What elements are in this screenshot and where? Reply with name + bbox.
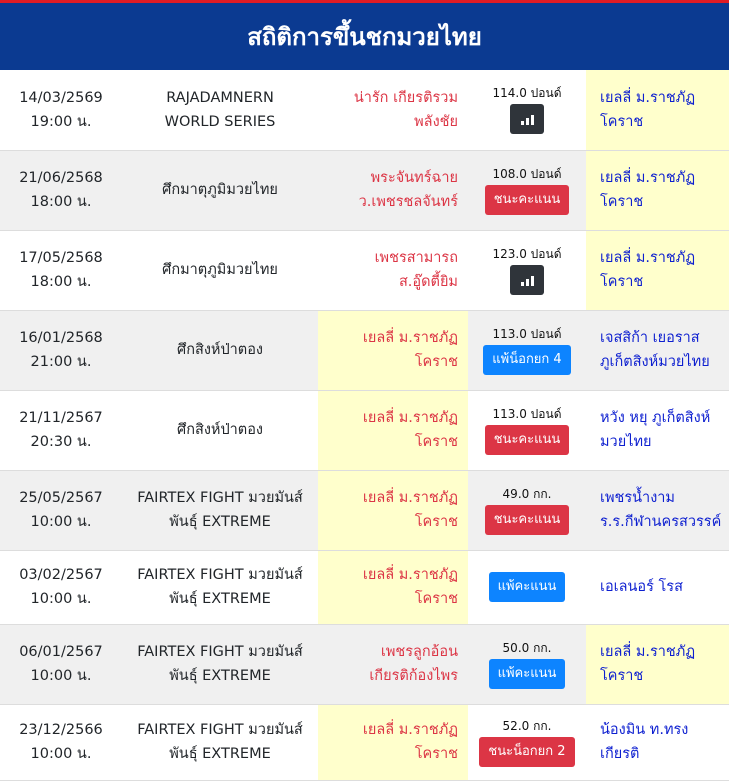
red-corner-cell[interactable] [318, 470, 468, 550]
result-cell [468, 70, 586, 150]
event-line: ศึกมาตุภูมิมวยไทย [162, 182, 278, 198]
weight-label: 114.0 ปอนด์ [492, 86, 562, 101]
fight-row [0, 310, 729, 390]
red-corner-cell[interactable] [318, 624, 468, 704]
red-corner-cell[interactable] [318, 704, 468, 780]
result-badge: ชนะคะแนน [485, 505, 570, 535]
weight-label: 113.0 ปอนด์ [492, 406, 562, 421]
fight-date-cell [0, 704, 122, 780]
result-badge: แพ้คะแนน [489, 572, 566, 602]
fight-time: 19:00 น. [30, 113, 92, 130]
stats-icon[interactable] [510, 104, 544, 134]
fight-date: 21/11/2567 [19, 410, 103, 426]
page-title: สถิติการขึ้นชกมวยไทย [247, 23, 482, 51]
blue-line[interactable]: เอเลนอร์ โรส [600, 579, 683, 595]
blue-corner-cell[interactable] [586, 470, 729, 550]
page-header [0, 3, 729, 70]
result-badge: แพ้น็อกยก 4 [483, 345, 570, 375]
red-line[interactable]: โคราช [414, 354, 458, 370]
red-line[interactable]: น่ารัก เกียรติรวม [353, 89, 458, 106]
red-line[interactable]: ส.อู๊ดตี้ยิม [398, 274, 458, 290]
blue-corner-cell[interactable] [586, 390, 729, 470]
blue-line[interactable]: โคราช [600, 668, 644, 684]
blue-line[interactable]: ร.ร.กีฬานครสวรรค์ [600, 514, 722, 530]
red-line[interactable]: เพชรสามารถ [374, 250, 458, 266]
fight-date-cell [0, 550, 122, 624]
fight-time: 21:00 น. [30, 354, 92, 370]
blue-line[interactable]: เยลลี่ ม.ราชภัฏ [600, 170, 696, 186]
fight-time: 10:00 น. [30, 668, 92, 684]
fight-date-cell [0, 470, 122, 550]
fight-time: 10:00 น. [30, 591, 92, 607]
fight-row [0, 470, 729, 550]
event-line: FAIRTEX FIGHT มวยมันส์ [137, 644, 303, 660]
blue-line[interactable]: มวยไทย [600, 434, 652, 450]
fight-row [0, 150, 729, 230]
blue-line[interactable]: โคราช [600, 113, 644, 130]
red-line[interactable]: ว.เพชรชลจันทร์ [358, 194, 458, 210]
event-line: พันธุ์ EXTREME [169, 746, 271, 762]
blue-line[interactable]: เกียรติ [600, 746, 640, 762]
fight-date-cell [0, 624, 122, 704]
fight-date: 25/05/2567 [19, 490, 103, 506]
fight-row [0, 704, 729, 780]
result-cell [468, 150, 586, 230]
fight-date-cell [0, 150, 122, 230]
fight-date: 23/12/2566 [19, 722, 103, 738]
blue-line[interactable]: เยลลี่ ม.ราชภัฏ [600, 644, 696, 660]
event-cell [122, 230, 318, 310]
event-line: FAIRTEX FIGHT มวยมันส์ [137, 567, 303, 583]
result-badge: ชนะคะแนน [485, 425, 570, 455]
result-cell [468, 704, 586, 780]
red-line[interactable]: เกียรติก้องไพร [369, 668, 458, 684]
blue-corner-cell[interactable] [586, 624, 729, 704]
blue-line[interactable]: หวัง หยุ ภูเก็ตสิงห์ [600, 410, 711, 426]
result-cell [468, 624, 586, 704]
fight-date: 21/06/2568 [19, 170, 103, 186]
weight-label: 52.0 กก. [502, 718, 552, 733]
fight-date-cell [0, 390, 122, 470]
red-corner-cell[interactable] [318, 150, 468, 230]
weight-label: 113.0 ปอนด์ [492, 326, 562, 341]
result-cell [468, 550, 586, 624]
event-line: พันธุ์ EXTREME [169, 591, 271, 607]
red-line[interactable]: เยลลี่ ม.ราชภัฏ [362, 567, 458, 583]
weight-label: 123.0 ปอนด์ [492, 246, 562, 261]
blue-line[interactable]: โคราช [600, 274, 644, 290]
event-line: RAJADAMNERN [166, 89, 274, 106]
blue-line[interactable]: น้องมิน ท.ทรง [600, 722, 689, 738]
fight-date: 06/01/2567 [19, 644, 103, 660]
fight-date: 16/01/2568 [19, 330, 103, 346]
blue-corner-cell[interactable] [586, 150, 729, 230]
blue-corner-cell[interactable] [586, 310, 729, 390]
red-line[interactable]: เยลลี่ ม.ราชภัฏ [362, 722, 458, 738]
red-corner-cell[interactable] [318, 230, 468, 310]
fight-history-table [0, 70, 729, 781]
event-line: WORLD SERIES [164, 113, 276, 130]
red-line[interactable]: โคราช [414, 746, 458, 762]
fight-date-cell [0, 230, 122, 310]
stats-icon[interactable] [510, 265, 544, 295]
event-cell [122, 70, 318, 150]
result-cell [468, 390, 586, 470]
fight-time: 10:00 น. [30, 746, 92, 762]
blue-line[interactable]: เยลลี่ ม.ราชภัฏ [600, 250, 696, 266]
red-corner-cell[interactable] [318, 70, 468, 150]
result-badge: ชนะน็อกยก 2 [479, 737, 574, 767]
fight-time: 18:00 น. [30, 194, 92, 210]
event-line: ศึกสิงห์ป่าตอง [176, 342, 264, 358]
weight-label: 49.0 กก. [502, 486, 552, 501]
event-line: FAIRTEX FIGHT มวยมันส์ [137, 490, 303, 506]
blue-corner-cell[interactable] [586, 70, 729, 150]
blue-line[interactable]: ภูเก็ตสิงห์มวยไทย [600, 354, 710, 370]
event-line: FAIRTEX FIGHT มวยมันส์ [137, 722, 303, 738]
fight-time: 20:30 น. [30, 434, 92, 450]
event-line: ศึกมาตุภูมิมวยไทย [162, 262, 278, 278]
blue-corner-cell[interactable] [586, 230, 729, 310]
red-corner-cell[interactable] [318, 310, 468, 390]
result-badge: แพ้คะแนน [489, 659, 566, 689]
red-line[interactable]: เยลลี่ ม.ราชภัฏ [362, 490, 458, 506]
fight-row [0, 70, 729, 150]
blue-line[interactable]: เพชรน้ำงาม [600, 490, 675, 506]
fight-row [0, 550, 729, 624]
red-line[interactable]: เยลลี่ ม.ราชภัฏ [362, 410, 458, 426]
result-cell [468, 310, 586, 390]
result-cell [468, 470, 586, 550]
blue-line[interactable]: เจสสิก้า เยอราส [600, 330, 700, 346]
blue-corner-cell[interactable] [586, 550, 729, 624]
event-cell [122, 550, 318, 624]
weight-label: 108.0 ปอนด์ [492, 166, 562, 181]
fight-row [0, 390, 729, 470]
fight-date: 14/03/2569 [19, 89, 103, 106]
fight-row [0, 624, 729, 704]
result-badge: ชนะคะแนน [485, 185, 570, 215]
blue-line[interactable]: เยลลี่ ม.ราชภัฏ [600, 89, 696, 106]
result-cell [468, 230, 586, 310]
red-corner-cell[interactable] [318, 390, 468, 470]
red-line[interactable]: เยลลี่ ม.ราชภัฏ [362, 330, 458, 346]
event-cell [122, 310, 318, 390]
fight-time: 10:00 น. [30, 514, 92, 530]
blue-line[interactable]: โคราช [600, 194, 644, 210]
event-line: พันธุ์ EXTREME [169, 514, 271, 530]
event-cell [122, 624, 318, 704]
event-cell [122, 150, 318, 230]
event-line: ศึกสิงห์ป่าตอง [176, 422, 264, 438]
fight-date: 17/05/2568 [19, 250, 103, 266]
red-line[interactable]: พลังชัย [414, 113, 458, 130]
event-cell [122, 704, 318, 780]
event-line: พันธุ์ EXTREME [169, 668, 271, 684]
fight-date-cell [0, 70, 122, 150]
event-cell [122, 390, 318, 470]
fight-date-cell [0, 310, 122, 390]
event-cell [122, 470, 318, 550]
red-line[interactable]: โคราช [414, 591, 458, 607]
red-line[interactable]: พระจันทร์ฉาย [370, 170, 458, 186]
weight-label: 50.0 กก. [502, 640, 552, 655]
red-line[interactable]: โคราช [414, 434, 458, 450]
blue-corner-cell[interactable] [586, 704, 729, 780]
fight-row [0, 230, 729, 310]
red-line[interactable]: โคราช [414, 514, 458, 530]
fight-date: 03/02/2567 [19, 567, 103, 583]
red-corner-cell[interactable] [318, 550, 468, 624]
red-line[interactable]: เพชรลูกอ้อน [380, 644, 458, 660]
fight-time: 18:00 น. [30, 274, 92, 290]
